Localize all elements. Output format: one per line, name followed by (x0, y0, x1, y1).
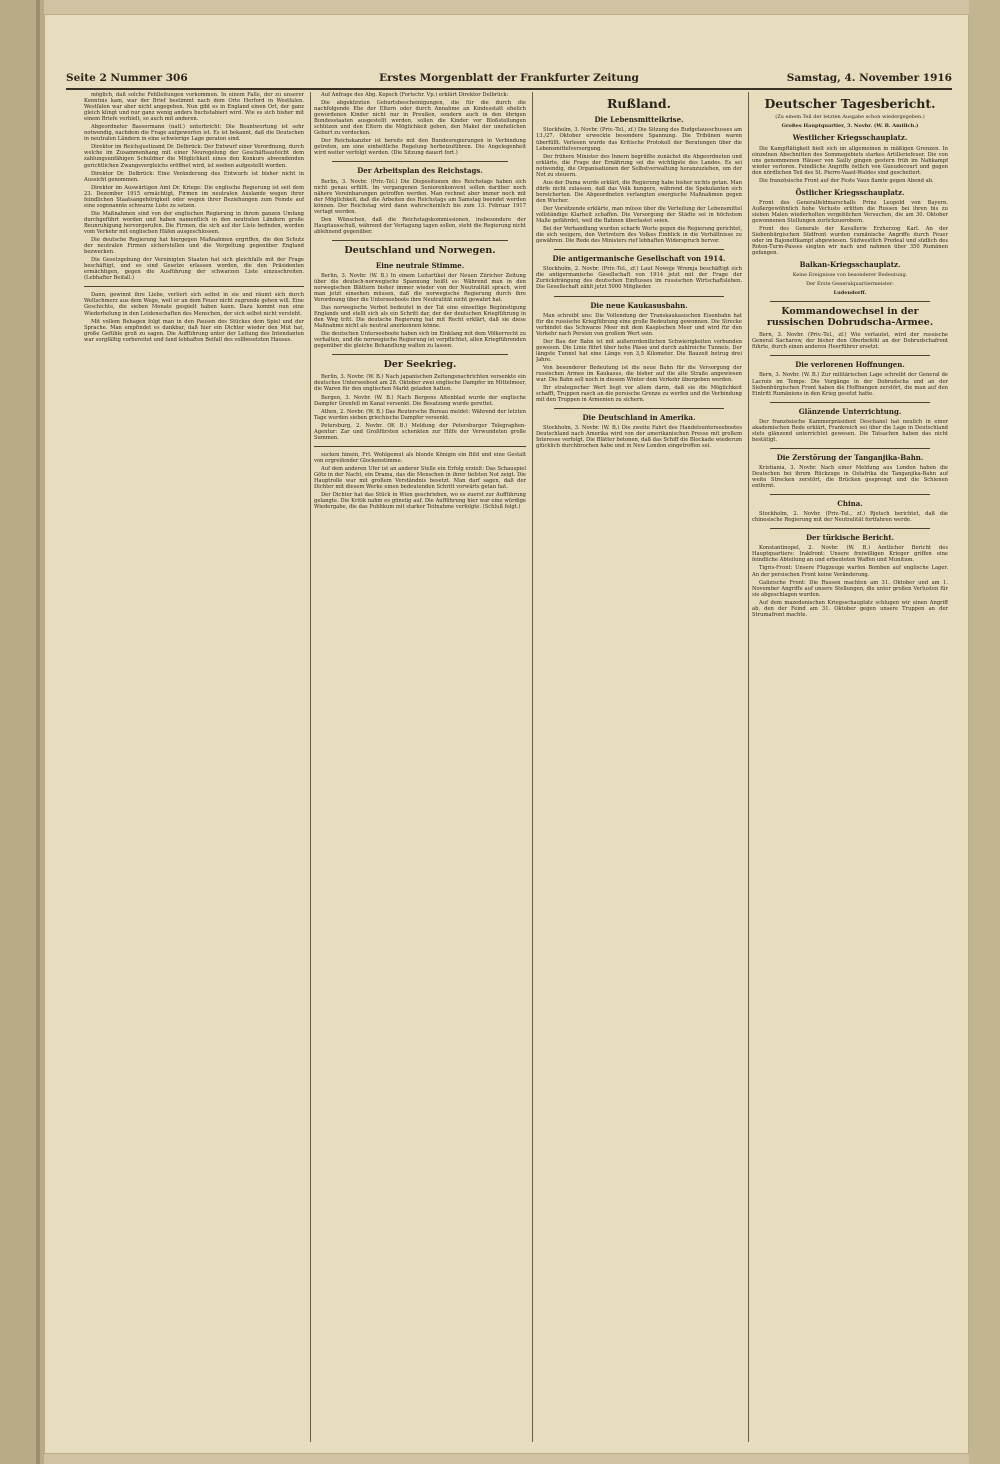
article-paragraph: Die Kampftätigkeit hielt sich im allgemeinen in mäßigen Grenzen. In einzelnen Abschnitten des Sommegebiets starkes Artilleriefeuer. Die von uns genommenen Häuser von Sailly gingen gestern früh im Nahkampf wieder verloren. Feindliche Angriffe östlich von Gueudecourt und gegen den nördlichen Teil des St. Pierre-Vaast-Waldes sind gescheitert. (752, 145, 948, 176)
article-paragraph: Bergen, 3. Novbr. (W. B.) Nach Bergens Aftenblad wurde der englische Dampfer Grenfell im Kanal versenkt. Die Besatzung wurde gerettet. (314, 394, 526, 407)
article-headline: Deutscher Tagesbericht. (764, 96, 936, 111)
column-divider (748, 92, 749, 1442)
report-line: Keine Ereignisse von besonderer Bedeutung. (792, 272, 908, 279)
article-paragraph: Die französische Front auf der Feste Vaux flamte gegen Abend ab. (759, 177, 934, 184)
article-headline: Glänzende Unterrichtung. (798, 406, 902, 416)
column-divider (532, 92, 533, 1442)
editor-note: (Zu einem Teil der letzten Ausgabe schon wiedergegeben.) (775, 114, 925, 121)
article-paragraph: Stockholm, 3. Novbr. (W. B.) Die zweite Fahrt des Handelsunterseebootes Deutschland nach Amerika wird von der amerikanischen Presse mit großem Interesse verfolgt. Die Blätter betonen, daß das Schiff die Blockade wiederum glücklich durchbrochen habe und in New London eingetroffen sei. (536, 425, 742, 450)
article-headline: Der Arbeitsplan des Reichstags. (357, 166, 483, 176)
article-headline: Die verlorenen Hoffnungen. (795, 360, 905, 370)
section-rule (332, 240, 508, 241)
article-paragraph: Ihr strategischer Wert liegt vor allem darin, daß sie die Möglichkeit schafft, Truppen rasch an die persische Grenze zu werfen und die Verbindung mit den Truppen in Armenien zu sichern. (536, 385, 742, 404)
article-paragraph: Der Vorsitzende erklärte, man müsse über die Verteilung der Lebensmittel vollständige Klarheit schaffen. Die Versorgung der Städte sei in höchstem Maße gefährdet, weil die Bahnen überlastet seien. (536, 205, 742, 225)
column-4 (752, 92, 948, 1437)
article-paragraph: Der frühere Minister des Innern begrüßte zunächst die Abgeordneten und erklärte, die Frage der Ernährung sei die wichtigste des Landes. Es sei notwendig, die Organisationen der Selbstverwaltung heranzuziehen, um der Not zu steuern. (536, 153, 742, 178)
section-subheading: Balkan-Kriegsschauplatz. (799, 260, 901, 270)
article-paragraph: Stockholm, 2. Novbr. (Priv.-Tel., zf.) Laut Nowoje Wremja beschäftigt sich die antigermanische Gesellschaft von 1914 jetzt mit der Frage der Zurückdrängung des deutschen Einflusses im russischen Wirtschaftsleben. Die Gesellschaft zählt jetzt 5000 Mitglieder. (536, 266, 742, 291)
article-headline: Rußland. (606, 96, 671, 111)
section-rule (554, 296, 724, 297)
article-headline: Der Seekrieg. (383, 359, 457, 371)
article-paragraph: Athen, 2. Novbr. (W. B.) Das Reutersche Bureau meldet: Während der letzten Tage wurden sieben griechische Dampfer versenkt. (314, 408, 526, 421)
signature-name: Ludendorff. (833, 290, 867, 297)
section-rule (332, 354, 508, 355)
article-paragraph: Das norwegische Verbot bedeutet in der Tat eine einseitige Begünstigung Englands und stellt sich als ein Schritt dar, der der deutschen Kriegführung in den Weg tritt. Die deutsche Regierung hat mit Recht erklärt, daß sie diese Maßnahme nicht als neutral anerkennen könne. (314, 305, 526, 330)
article-paragraph: Der Bau der Bahn ist mit außerordentlichen Schwierigkeiten verbunden gewesen. Die Linie führt über hohe Pässe und durch zahlreiche Tunnels. Der längste Tunnel hat eine Länge von 3,5 Kilometer. Die Bauzeit betrug drei Jahre. (536, 338, 742, 363)
newspaper-title: Erstes Morgenblatt der Frankfurter Zeitung (379, 72, 639, 84)
article-headline: Die Deutschland in Amerika. (582, 413, 696, 423)
section-rule (554, 408, 724, 409)
article-paragraph: Tigris-Front: Unsere Flugzeuge warfen Bomben auf englische Lager. An der persischen Front keine Veränderung. (752, 565, 948, 578)
section-rule (332, 161, 508, 162)
binding-shadow (36, 0, 40, 1464)
article-paragraph: Stockholm, 3. Novbr. (Priv.-Tel., zf.) Die Sitzung des Budgetausschusses am 13./27. Oktober erweckte besondere Spannung. Die Tribünen waren überfüllt. Verlesen wurde das Kritische Protokoll der Beratungen über die Lebensmittelversorgung. (536, 127, 742, 152)
dateline: Großes Hauptquartier, 3. Novbr. (W. B. Amtlich.) (781, 123, 919, 130)
article-paragraph: Bern, 3. Novbr. (W. B.) Zur militärischen Lage schreibt der General de Lacroix im Temps: Die Vorgänge in der Dobrudscha und an der Siebenbürgischen Front haben die Hoffnungen zerstört, die man auf den Eintritt Rumäniens in den Krieg gesetzt hatte. (752, 372, 948, 397)
page-number: Seite 2 Nummer 306 (66, 72, 188, 84)
article-paragraph: Galizische Front: Die Russen machten am 31. Oktober und am 1. November Angriffe auf unsere Stellungen, die unter großen Verlusten für sie abgeschlagen wurden. (752, 579, 948, 598)
article-paragraph: Stockholm, 2. Novbr. (Priv.-Tel., zf.) Rjetsch berichtet, daß die chinesische Regierung mit der Neutralität fortfahren werde. (752, 511, 948, 524)
article-paragraph: Front des Generals der Kavallerie Erzherzog Karl. An der Siebenbürgischen Südfront wurden rumänische Angriffe durch Feuer oder im Bajonettkampf abgewiesen. Südwestlich Predeal und südlich des Roten-Turm-Passes siegten wir nach und nahmen über 350 Rumänen gefangen. (752, 226, 948, 257)
article-paragraph: Auf Anfrage des Abg. Kopsch (Fortschr. Vp.) erklärt Direktor Delbrück: (321, 92, 509, 98)
column-1 (84, 92, 304, 1437)
section-rule (770, 448, 930, 449)
section-subheading: Östlicher Kriegsschauplatz. (795, 187, 905, 197)
article-paragraph: Bern, 3. Novbr. (Priv.-Tel., zf.) Wie verlautet, wird der russische General Sacharow, der bisher den Oberbefehl an der Dobrudschafront führte, durch einen anderen Heerführer ersetzt. (752, 332, 948, 351)
section-rule (770, 355, 930, 356)
article-headline: Die antigermanische Gesellschaft von 1914. (552, 254, 726, 264)
section-rule (770, 494, 930, 495)
article-paragraph: Dann, gewinnt ihre Liebe, verliert sich selbst in sie und räumt sich durch Weltschmerz aus dem Wege, weil er an dem Feuer nicht zugrunde gehen will. Eine Geschichte, die sieben Monate gespielt haben kann. Dazu kommt nun eine Wiederholung in den Leidenschaften des Menschen, der sich selbst nicht versteht. (84, 292, 304, 317)
article-subheadline: Eine neutrale Stimme. (375, 260, 465, 270)
column-divider (310, 92, 311, 1442)
article-paragraph: Die abgekürzten Geburtsbescheinigungen, die für die durch die nachfolgende Ehe der Eltern oder durch Annahme an Kindesstatt ehelich gewordenen Kinder nicht nur in Preußen, sondern auch in den übrigen Bundesstaaten ausgestellt werden, sollen die Kinder vor Bloßstellungen schützen und den Eltern die Möglichkeit geben, den Makel der unehelichen Geburt zu verdecken. (314, 100, 526, 137)
column-3 (536, 92, 742, 1437)
article-paragraph: Front des Generalfeldmarschalls Prinz Leopold von Bayern. Außergewöhnlich hohe Verluste erlitten die Russen bei ihren bis zu sieben Malen wiederholten vergeblichen Versuchen, die am 30. Oktober gewonnenen Stellungen zurückzuerobern. (752, 199, 948, 224)
article-paragraph: Berlin, 3. Novbr. (W. B.) Nach japanischen Zeitungsnachrichten versenkte ein deutsches Unterseeboot am 28. Oktober zwei englische Dampfer im Mittelmeer, die Waren für den englischen Markt geladen hatten. (314, 374, 526, 393)
article-paragraph: Direktor Dr. Delbrück: Eine Veränderung des Entwurfs ist bisher nicht in Aussicht genommen. (84, 170, 304, 183)
article-headline: Der türkische Bericht. (805, 533, 895, 543)
article-paragraph: Bei der Verhandlung wurden scharfe Worte gegen die Regierung gerichtet, die sich weigere, den Vertretern des Volkes Einblick in die Verhältnisse zu gewähren. Die Rede des Ministers rief lebhaften Widerspruch hervor. (536, 226, 742, 245)
issue-date: Samstag, 4. November 1916 (786, 72, 952, 84)
article-paragraph: Mit vollem Behagen folgt man in den Pausen des Stückes dem Spiel und der Sprache. Man empfindet es dankbar, daß hier ein Dichter wieder den Mut hat, große Gefühle groß zu sagen. Die Aufführung unter der Leitung des Intendanten war sorgfältig vorbereitet und fand lebhaften Beifall des vollbesetzten Hauses. (84, 318, 304, 343)
article-paragraph: Den Wünschen, daß die Reichstagskommissionen, insbesondere der Hauptausschuß, während der Vertagung tagen sollen, steht die Regierung nicht ablehnend gegenüber. (314, 216, 526, 235)
article-paragraph: Auf dem anderen Ufer ist an anderer Stelle ein Erfolg erzielt: Das Schauspiel Götz in der Nacht, ein Drama, das die Menschen in ihrer tiefsten Not zeigt. Die Hauptrolle war mit großem Verständnis besetzt. Man darf sagen, daß der Dichter mit diesem Werke einen bedeutenden Schritt vorwärts getan hat. (314, 465, 526, 491)
article-paragraph: Von besonderer Bedeutung ist die neue Bahn für die Versorgung der russischen Armee im Kaukasus, die bisher auf die alte Straße angewiesen war. Die Bahn soll noch in diesem Winter dem Verkehr übergeben werden. (536, 364, 742, 384)
article-paragraph: Man schreibt uns: Die Vollendung der Transkaukasischen Eisenbahn hat für die russische Kriegführung eine große Bedeutung gewonnen. Die Strecke verbindet das Schwarze Meer mit dem Kaspischen Meer und wird für den Verkehr nach Persien von großem Wert sein. (536, 312, 742, 337)
article-paragraph: Die deutsche Regierung hat hiergegen Maßnahmen ergriffen, die den Schutz der neutralen Firmen sicherstellen und die Vergeltung gegenüber England bezwecken. (84, 237, 304, 256)
article-paragraph: Der Dichter hat das Stück in Wien geschrieben, wo es zuerst zur Aufführung gelangte. Die Kritik nahm es günstig auf. Die Aufführung hier war eine würdige Wiedergabe, die das Publikum mit starker Teilnahme verfolgte. (Schluß folgt.) (314, 492, 526, 511)
column-2 (314, 92, 526, 1437)
section-subheading: Westlicher Kriegsschauplatz. (792, 133, 908, 143)
article-paragraph: Konstantinopel, 2. Novbr. (W. B.) Amtlicher Bericht des Hauptquartiers: Irakfront: Unsere freiwilligen Krieger griffen eine feindliche Abteilung an und erbeuteten Waffen und Munition. (752, 545, 948, 564)
article-paragraph: Petersburg, 2. Novbr. (W. B.) Meldung der Petersburger Telegraphen-Agentur: Zar und Großfürsten schenkten zur Hilfe der Verwundeten große Summen. (314, 422, 526, 441)
article-headline: China. (837, 499, 863, 509)
article-paragraph: Auf dem mazedonischen Kriegsschauplatz schlugen wir einen Angriff ab, den der Feind am 31. Oktober gegen unsere Truppen an der Strumafront machte. (752, 599, 948, 618)
article-paragraph: Die Gesetzgebung der Vereinigten Staaten hat sich gleichfalls mit der Frage beschäftigt, und es sind Gesetze erlassen worden, die den Präsidenten ermächtigen, gegen die Ausführung der schwarzen Liste einzuschreiten. (Lebhafter Beifall.) (84, 257, 304, 282)
article-headline: Kommandowechsel in der russischen Dobrudscha-Armee. (766, 306, 934, 329)
article-paragraph: Berlin, 3. Novbr. (W. B.) In einem Leitartikel der Neuen Züricher Zeitung über die deutsch-norwegische Spannung heißt es: Während man in den norwegischen Blättern bisher immer wieder von der Neutralität sprach, wird man jetzt einsehen müssen, daß die norwegische Regierung durch ihre Verordnung über die Unterseeboote ihre Neutralität nicht gewahrt hat. (314, 272, 526, 304)
article-paragraph: Aus der Duma wurde erklärt, die Regierung habe bisher nichts getan. Man dürfe nicht zulassen, daß das Volk hungere, während die Spekulanten sich bereicherten. Die Abgeordneten verlangten energische Maßnahmen gegen den Wucher. (536, 179, 742, 204)
article-subheadline: Die Lebensmittelkrise. (594, 115, 684, 125)
section-rule (314, 446, 526, 447)
article-paragraph: möglich, daß solche Fehlleitungen vorkommen. In einem Falle, der zu unserer Kenntnis kam, war der Brief bestimmt nach dem Orte Herford in Westfalen. Westfalen war aber nicht angegeben. Nun gibt es in England einen Ort, der ganz gleich klingt und nur ganz wenig anders buchstabiert wird. Wie es sich bisher mit einem Briefe verhielt, so auch mit anderen. (84, 92, 304, 123)
section-rule (770, 301, 930, 302)
article-paragraph: Die Maßnahmen sind von der englischen Regierung in ihrem ganzen Umfang durchgeführt worden und haben namentlich in den neutralen Ländern große Beunruhigung hervorgerufen. Die Firmen, die sich auf der Liste befinden, werden vom Verkehr mit englischen Häfen ausgeschlossen. (84, 210, 304, 235)
section-rule (770, 528, 930, 529)
masthead-line (66, 70, 952, 88)
article-paragraph: Der Reichskanzler ist bereits mit den Bundesregierungen in Verbindung getreten, um eine einheitliche Regelung herbeizuführen. Die Angelegenheit wird weiter verfolgt werden. (Die Sitzung dauert fort.) (314, 138, 526, 157)
article-paragraph: sucken hinein, Frl. Wohlgemut als blonde Königin ein Bild und eine Gestalt von ergreifender Glockenstimme. (314, 451, 526, 464)
page-edge (969, 0, 1000, 1464)
article-paragraph: Abgeordneter Bassermann (natl.) unterbricht: Die Beantwortung ist sehr notwendig, nachdem die Frage aufgeworfen ist. Es ist bekannt, daß die Deutschen in neutralen Ländern in eine schwierige Lage geraten sind. (84, 124, 304, 143)
signature-title: Der Erste Generalquartiermeister: (806, 281, 894, 288)
article-paragraph: Direktor im Auswärtigen Amt Dr. Kriege: Die englische Regierung ist seit dem 23. Dezember 1915 ermächtigt, Firmen im neutralen Auslande wegen ihrer feindlichen Staatsangehörigkeit oder wegen ihrer Beziehungen zum Feinde auf eine sogenannte schwarze Liste zu setzen. (84, 184, 304, 209)
article-paragraph: Der französische Kammerpräsident Deschanel hat neulich in einer akademischen Rede erklärt, Frankreich sei über die Lage in Deutschland stets glänzend unterrichtet gewesen. Die Tatsachen haben das nicht bestätigt. (752, 418, 948, 443)
article-paragraph: Direktor im Reichsjustizamt Dr. Delbrück: Der Entwurf einer Verordnung, durch welche im Zusammenhang mit einer Neuregelung der Geschäftsaufsicht dem zahlungsunfähigen Schuldner die Möglichkeit eines den Konkurs abwendenden gerichtlichen Zwangsvergleichs eröffnet wird, ist soeben aufgestellt worden. (84, 144, 304, 169)
article-paragraph: Berlin, 3. Novbr. (Priv.-Tel.) Die Dispositionen des Reichstags haben sich nicht genau erfüllt. Im vergangenen Seniorenkonvent sollen darüber noch nähere Vereinbarungen getroffen werden. Man rechnet aber immer noch mit der Möglichkeit, daß die Arbeiten des Reichstags am Samstag beendet werden können. Der Reichstag wird dann wahrscheinlich bis zum 13. Februar 1917 vertagt werden. (314, 178, 526, 215)
article-paragraph: Die deutschen Unterseeboote haben sich im Einklang mit dem Völkerrecht zu verhalten, und die norwegische Regierung ist verpflichtet, allen Kriegführenden gegenüber die gleiche Behandlung walten zu lassen. (314, 331, 526, 350)
section-rule (554, 249, 724, 250)
article-headline: Die neue Kaukasusbahn. (590, 300, 688, 310)
section-rule (770, 402, 930, 403)
article-headline: Deutschland und Norwegen. (344, 244, 496, 256)
article-paragraph: Kristiania, 3. Novbr. Nach einer Meldung aus London haben die Deutschen bei ihrem Rückzuge in Ostafrika die Tanganjika-Bahn auf weite Strecken zerstört, die Brücken gesprengt und die Schienen entfernt. (752, 464, 948, 490)
section-rule (84, 286, 304, 287)
article-headline: Die Zerstörung der Tanganjika-Bahn. (776, 452, 924, 462)
header-rule (66, 88, 952, 90)
